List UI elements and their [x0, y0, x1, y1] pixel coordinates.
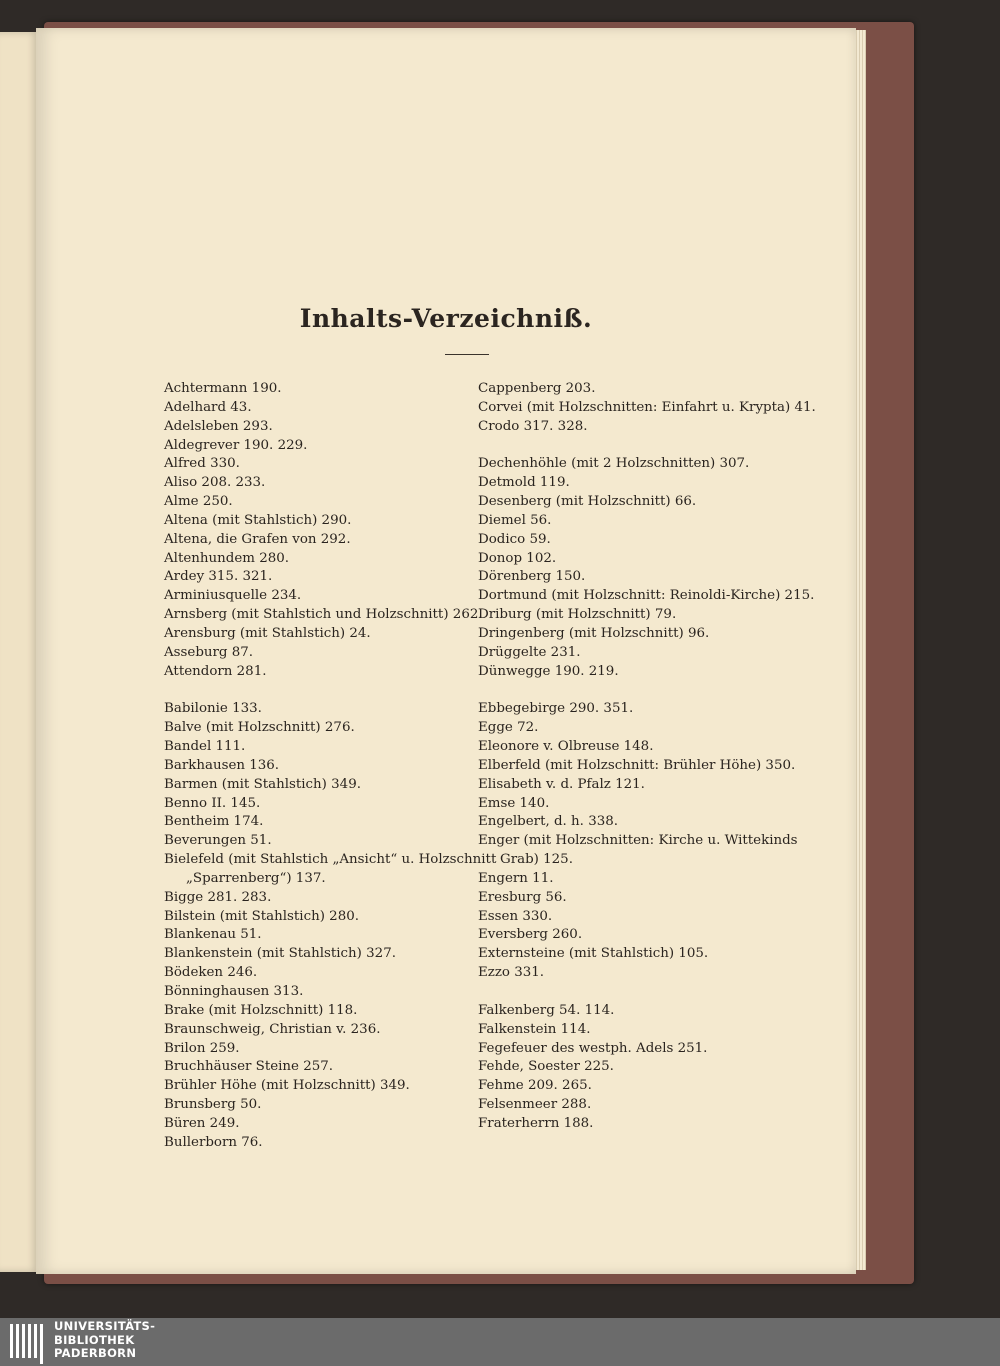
index-entry: Ardey 315. 321.	[164, 569, 273, 585]
index-entry: Braunschweig, Christian v. 236.	[164, 1021, 381, 1037]
index-column-right	[478, 380, 816, 1134]
index-entry: Bigge 281. 283.	[164, 889, 272, 905]
index-entry: Brunsberg 50.	[164, 1097, 262, 1113]
index-entry: Elisabeth v. d. Pfalz 121.	[478, 776, 645, 792]
index-entry: Crodo 317. 328.	[478, 418, 588, 434]
index-entry: Brake (mit Holzschnitt) 118.	[164, 1002, 358, 1018]
index-entry: Alfred 330.	[164, 456, 240, 472]
logo-line: BIBLIOTHEK	[54, 1332, 135, 1347]
index-entry: Arminiusquelle 234.	[164, 588, 302, 604]
index-entry: Enger (mit Holzschnitten: Kirche u. Wittekinds	[478, 833, 798, 849]
index-entry: Aliso 208. 233.	[164, 475, 266, 491]
index-entry: Büren 249.	[164, 1115, 240, 1131]
index-entry: Eresburg 56.	[478, 889, 567, 905]
index-entry: Adelhard 43.	[164, 399, 252, 415]
index-entry: Brilon 259.	[164, 1040, 240, 1056]
index-entry: Altena (mit Stahlstich) 290.	[164, 512, 352, 528]
index-entry: Eleonore v. Olbreuse 148.	[478, 739, 654, 755]
index-entry: Fraterherrn 188.	[478, 1115, 594, 1131]
index-entry: Balve (mit Holzschnitt) 276.	[164, 720, 355, 736]
index-entry: Externsteine (mit Stahlstich) 105.	[478, 946, 709, 962]
index-entry: Blankenau 51.	[164, 927, 262, 943]
index-entry: Adelsleben 293.	[164, 418, 273, 434]
index-entry: Arnsberg (mit Stahlstich und Holzschnitt) 262.	[164, 607, 483, 623]
index-entry: Dortmund (mit Holzschnitt: Reinoldi-Kirche) 215.	[478, 588, 815, 604]
index-entry: Emse 140.	[478, 795, 550, 811]
index-entry: Falkenstein 114.	[478, 1021, 591, 1037]
index-entry: Dechenhöhle (mit 2 Holzschnitten) 307.	[478, 456, 750, 472]
index-entry: Babilonie 133.	[164, 701, 262, 717]
library-logo-text	[54, 1320, 155, 1361]
index-entry: Barkhausen 136.	[164, 757, 280, 773]
index-entry: Ebbegebirge 290. 351.	[478, 701, 634, 717]
index-entry: Brühler Höhe (mit Holzschnitt) 349.	[164, 1078, 410, 1094]
index-entry: Detmold 119.	[478, 475, 570, 491]
logo-line: UNIVERSITÄTS-	[54, 1319, 156, 1333]
index-entry: Dodico 59.	[478, 531, 551, 547]
index-entry: Achtermann 190.	[164, 381, 282, 396]
index-entry: Desenberg (mit Holzschnitt) 66.	[478, 494, 697, 510]
index-entry: Dünwegge 190. 219.	[478, 663, 619, 679]
index-entry: Donop 102.	[478, 550, 557, 566]
index-entry: Bentheim 174.	[164, 814, 264, 830]
index-entry: Engelbert, d. h. 338.	[478, 814, 619, 830]
index-entry: Corvei (mit Holzschnitten: Einfahrt u. Krypta) 41.	[478, 399, 816, 415]
index-entry: Grab) 125.	[500, 852, 573, 868]
index-entry: Drüggelte 231.	[478, 644, 581, 660]
index-entry: Essen 330.	[478, 908, 553, 924]
title-divider	[445, 354, 489, 355]
index-entry: Asseburg 87.	[164, 644, 254, 660]
index-entry: Bödeken 246.	[164, 965, 258, 981]
section-gap	[478, 983, 816, 1002]
index-entry: Bruchhäuser Steine 257.	[164, 1059, 334, 1075]
index-entry: Bilstein (mit Stahlstich) 280.	[164, 908, 359, 924]
index-entry: Engern 11.	[478, 870, 554, 886]
section-gap	[164, 682, 496, 701]
index-entry: Altena, die Grafen von 292.	[164, 531, 351, 547]
index-entry: Egge 72.	[478, 720, 539, 736]
index-entry: Alme 250.	[164, 494, 233, 510]
index-entry: Fehme 209. 265.	[478, 1078, 592, 1094]
index-entry: Arensburg (mit Stahlstich) 24.	[164, 625, 371, 641]
index-entry: Dörenberg 150.	[478, 569, 586, 585]
index-entry: Diemel 56.	[478, 512, 552, 528]
index-entry: Aldegrever 190. 229.	[164, 437, 308, 453]
logo-line: PADERBORN	[54, 1346, 137, 1360]
index-entry: Eversberg 260.	[478, 927, 583, 943]
index-entry: Fehde, Soester 225.	[478, 1059, 614, 1075]
page-title: Inhalts-Verzeichniß.	[299, 304, 593, 333]
index-entry: Blankenstein (mit Stahlstich) 327.	[164, 946, 396, 962]
index-column-left	[164, 380, 496, 1153]
section-gap	[478, 437, 816, 456]
book-page	[36, 28, 856, 1274]
index-entry: Dringenberg (mit Holzschnitt) 96.	[478, 625, 710, 641]
index-entry: Altenhundem 280.	[164, 550, 290, 566]
index-entry: Fegefeuer des westph. Adels 251.	[478, 1040, 708, 1056]
index-entry: Attendorn 281.	[164, 663, 267, 679]
index-entry: Benno II. 145.	[164, 795, 261, 811]
index-entry: Falkenberg 54. 114.	[478, 1002, 615, 1018]
index-entry: Bielefeld (mit Stahlstich „Ansicht“ u. Holzschnitt	[164, 852, 497, 868]
index-entry: Cappenberg 203.	[478, 381, 596, 396]
index-entry: „Sparrenberg“) 137.	[186, 870, 326, 886]
section-gap	[478, 682, 816, 701]
index-entry: Felsenmeer 288.	[478, 1097, 592, 1113]
index-entry: Bullerborn 76.	[164, 1134, 263, 1150]
index-entry: Bandel 111.	[164, 739, 246, 755]
index-entry: Elberfeld (mit Holzschnitt: Brühler Höhe) 350.	[478, 757, 796, 773]
index-entry: Ezzo 331.	[478, 965, 545, 981]
index-entry: Driburg (mit Holzschnitt) 79.	[478, 607, 677, 623]
index-entry: Beverungen 51.	[164, 833, 272, 849]
index-entry: Barmen (mit Stahlstich) 349.	[164, 776, 361, 792]
index-entry: Bönninghausen 313.	[164, 984, 304, 999]
library-logo-icon	[6, 1318, 46, 1366]
